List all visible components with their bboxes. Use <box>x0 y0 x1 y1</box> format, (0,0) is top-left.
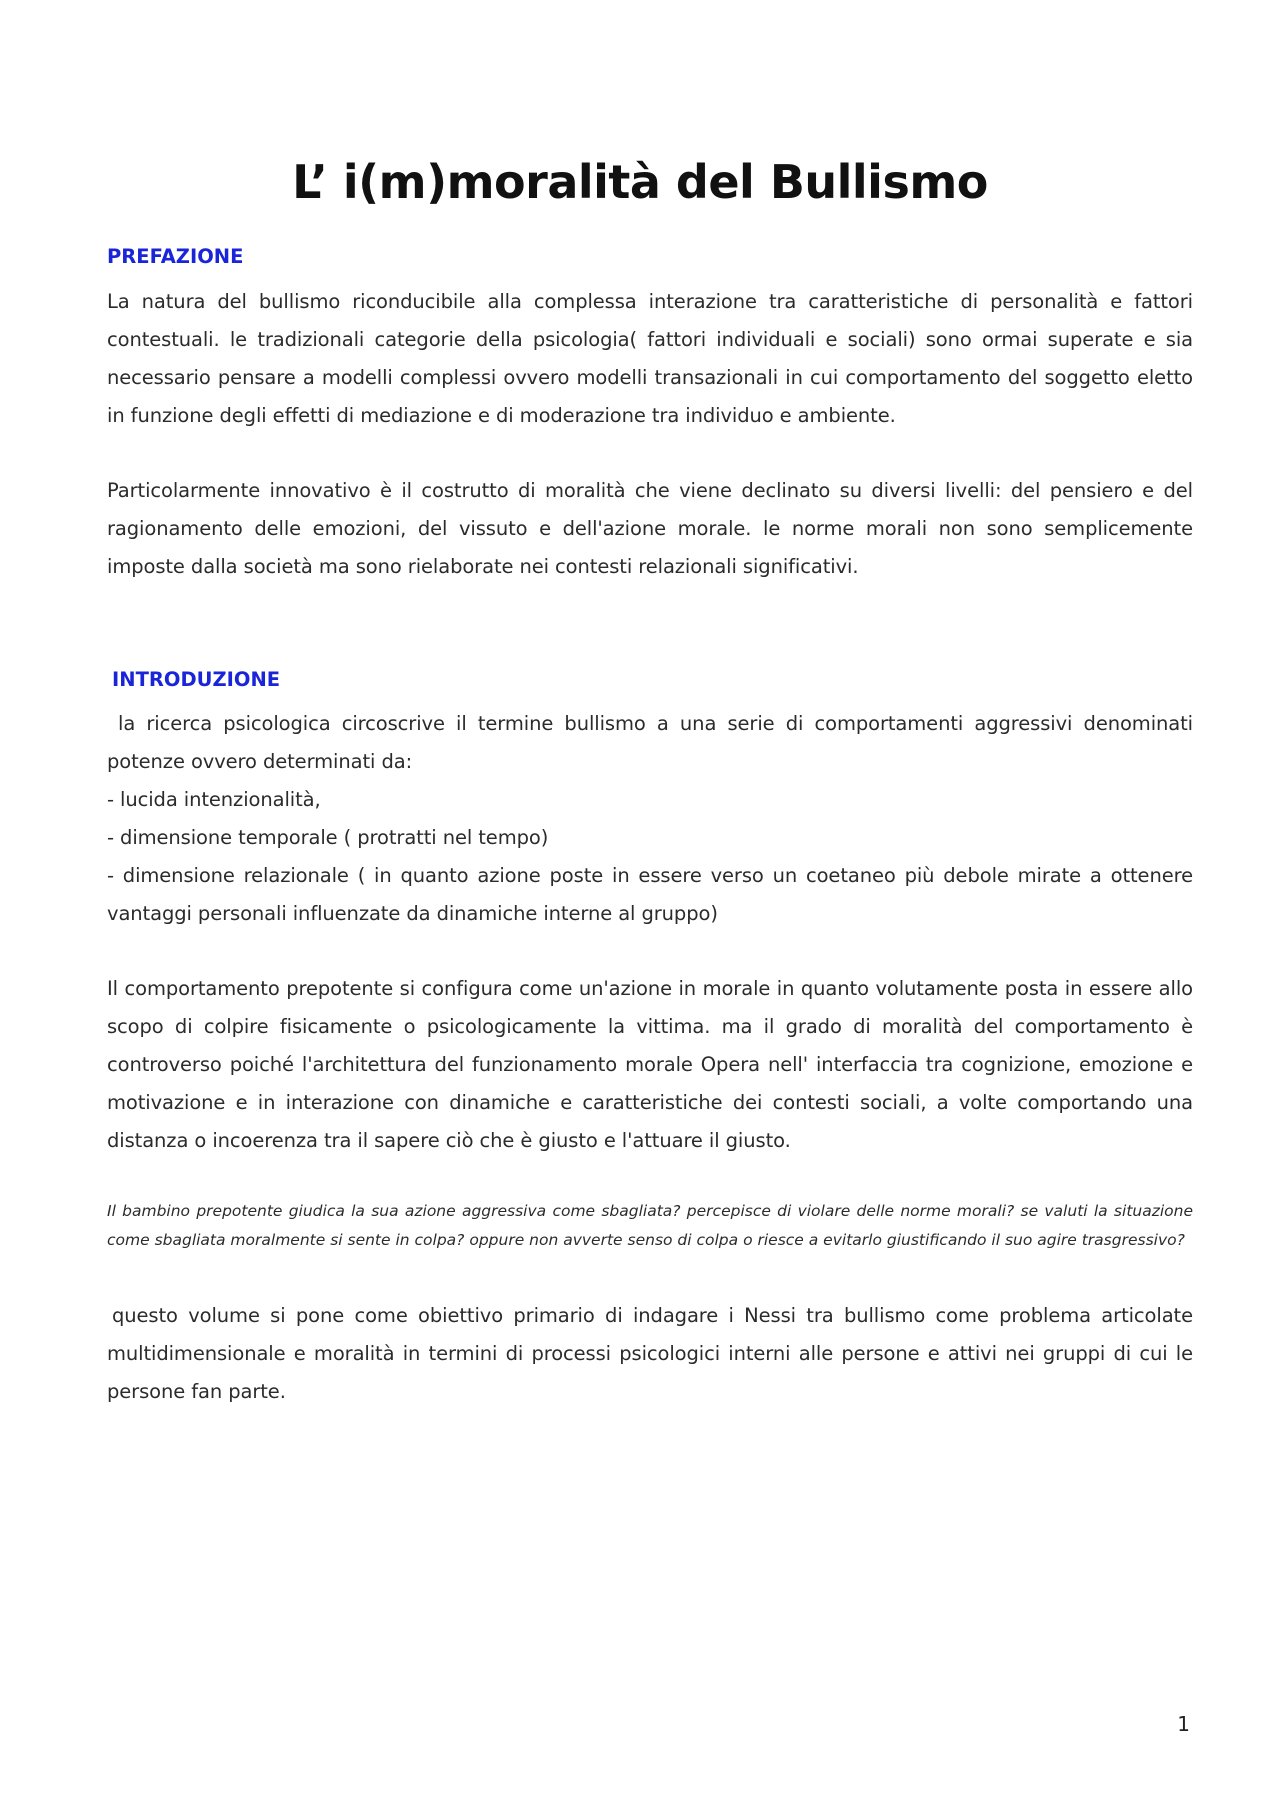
introduzione-paragraph-3: questo volume si pone come obiettivo primario di indagare i Nessi tra bullismo come problema articolate multidimensionale e moralità in termini di processi psicologici interni alle persone e attivi nei gruppi di cui le persone fan parte. <box>107 1304 1193 1403</box>
prefazione-paragraph-1: La natura del bullismo riconducibile alla complessa interazione tra caratteristiche di personalità e fattori contestuali. le tradizionali categorie della psicologia( fattori individuali e sociali) sono ormai superate e sia necessario pensare a modelli complessi ovvero modelli transazionali in cui comportamento del soggetto eletto in funzione degli effetti di mediazione e di moderazione tra individuo e ambiente. <box>107 290 1193 427</box>
introduzione-questions: Il bambino prepotente giudica la sua azione aggressiva come sbagliata? percepisce di violare delle norme morali? se valuti la situazione come sbagliata moralmente si sente in colpa? oppure non avverte senso di colpa o riesce a evitarlo giustificando il suo agire trasgressivo? <box>107 1202 1193 1249</box>
heading-introduzione: INTRODUZIONE <box>112 668 281 691</box>
prefazione-paragraph-2: Particolarmente innovativo è il costrutto di moralità che viene declinato su diversi livelli: del pensiero e del ragionamento delle emozioni, del vissuto e dell'azione morale. le norme morali non sono semplicemente imposte dalla società ma sono rielaborate nei contesti relazionali significativi. <box>107 479 1193 578</box>
introduzione-line-1: la ricerca psicologica circoscrive il termine bullismo a una serie di comportamenti aggressivi denominati <box>118 712 1193 735</box>
introduzione-bullet-2: - dimensione temporale ( protratti nel tempo) <box>107 826 549 849</box>
heading-prefazione: PREFAZIONE <box>107 245 244 268</box>
document-title: L’ i(m)moralità del Bullismo <box>292 155 988 209</box>
introduzione-bullet-1: - lucida intenzionalità, <box>107 788 321 811</box>
page-number: 1 <box>1177 1712 1190 1736</box>
introduzione-bullet-3: - dimensione relazionale ( in quanto azione poste in essere verso un coetaneo più debole mirate a ottenere vantaggi personali influenzate da dinamiche interne al gruppo) <box>107 864 1193 925</box>
introduzione-paragraph-2: Il comportamento prepotente si configura come un'azione in morale in quanto volutamente posta in essere allo scopo di colpire fisicamente o psicologicamente la vittima. ma il grado di moralità del comportamento è controverso poiché l'architettura del funzionamento morale Opera nell' interfaccia tra cognizione, emozione e motivazione e in interazione con dinamiche e caratteristiche dei contesti sociali, a volte comportando una distanza o incoerenza tra il sapere ciò che è giusto e l'attuare il giusto. <box>107 977 1193 1152</box>
introduzione-line-2: potenze ovvero determinati da: <box>107 750 413 773</box>
